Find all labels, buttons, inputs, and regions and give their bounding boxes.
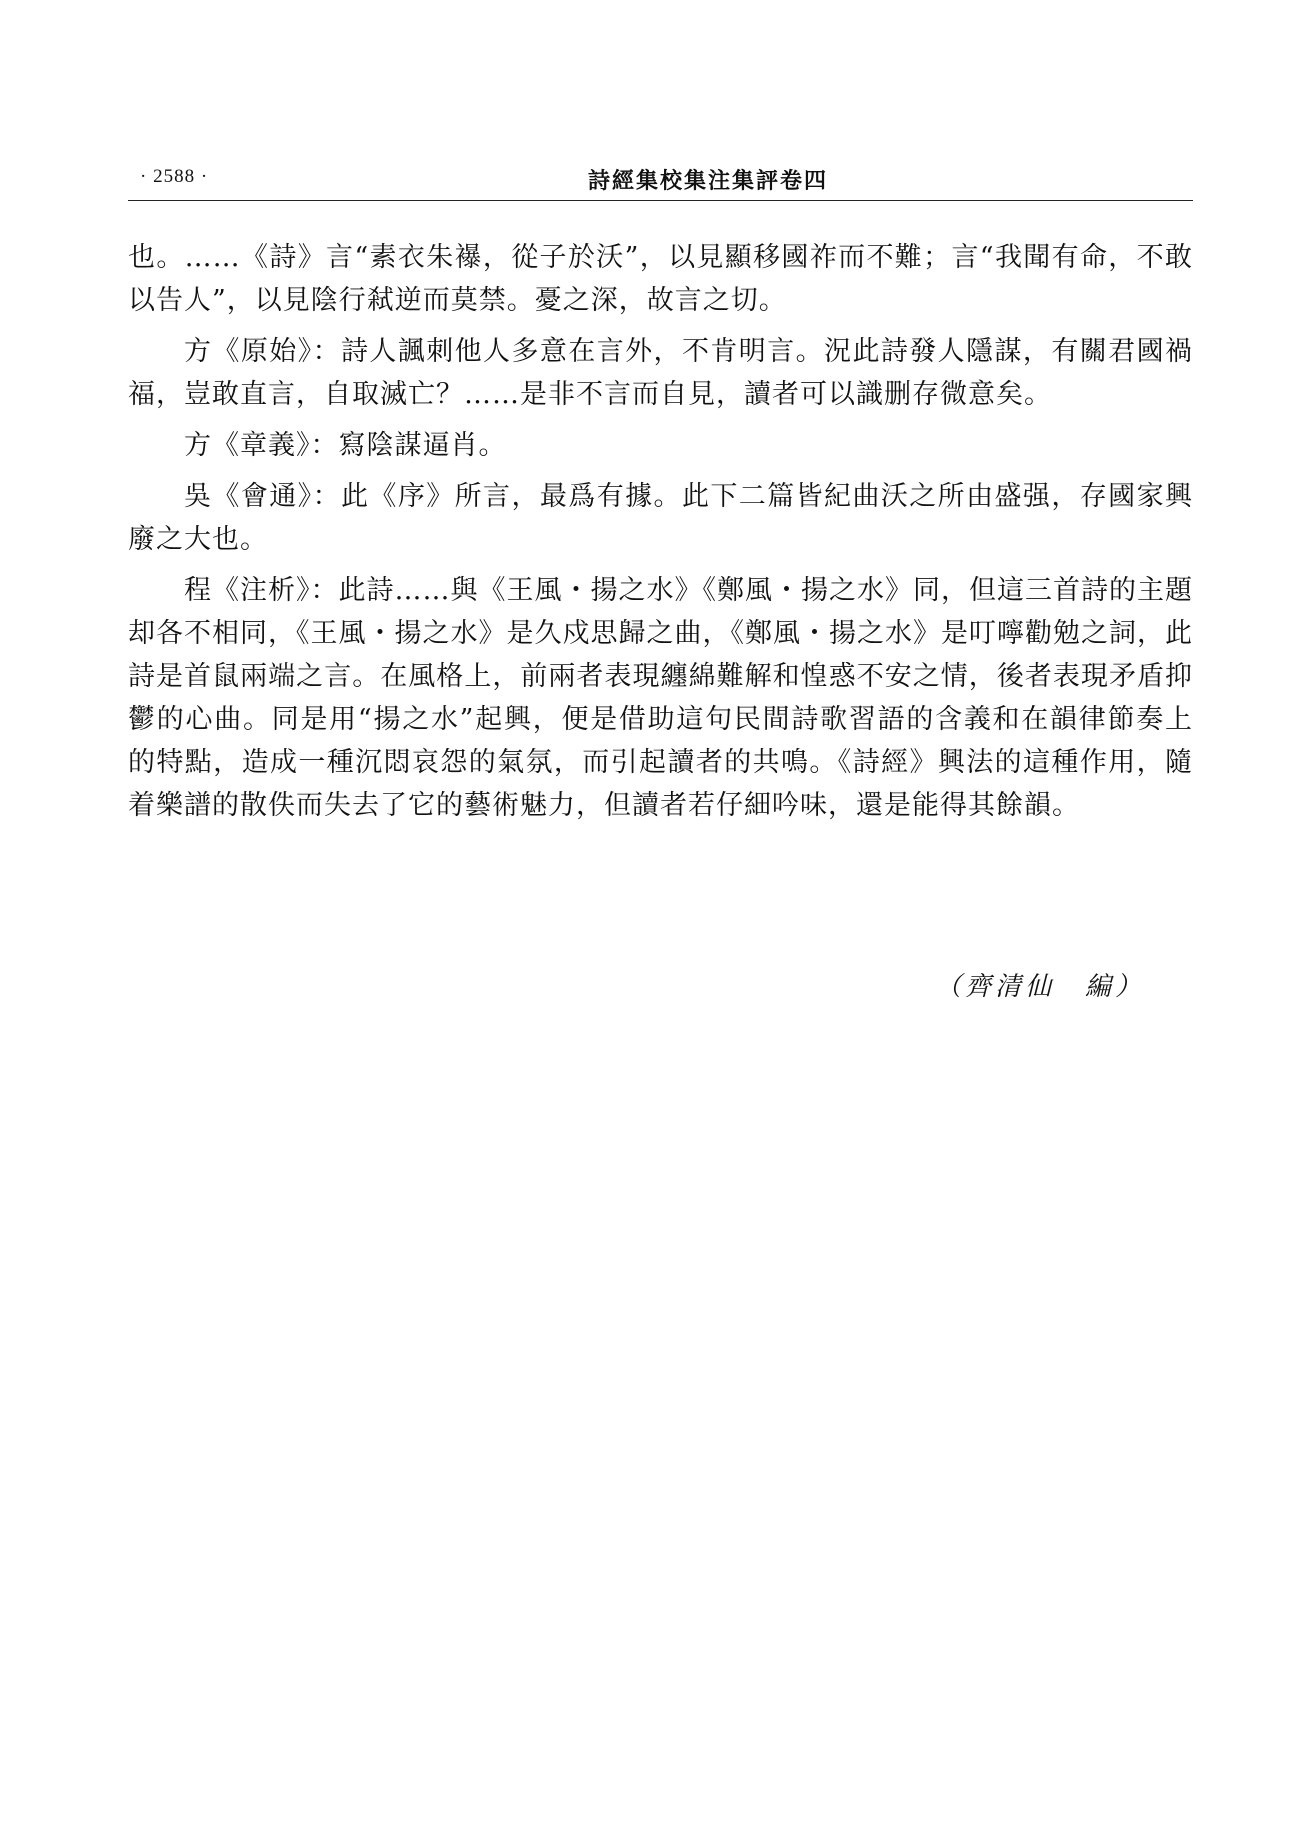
paragraph-continuation: 也。……《詩》言“素衣朱襮，從子於沃”，以見顯移國祚而不難；言“我聞有命，不敢以告人”，以見陰行弒逆而莫禁。憂之深，故言之切。 — [128, 242, 1193, 316]
header-rule — [128, 200, 1193, 201]
page-header — [128, 158, 1193, 198]
paragraph-fang-zhangyi: 方《章義》：寫陰謀逼肖。 — [184, 430, 507, 461]
paragraph-wu-huitong: 吳《會通》：此《序》所言，最爲有據。此下二篇皆紀曲沃之所由盛强，存國家興廢之大也。 — [128, 481, 1193, 555]
editor-attribution: （齊清仙 編） — [935, 972, 1146, 1002]
body-text — [128, 236, 1193, 827]
running-title: 詩經集校集注集評卷四 — [587, 168, 828, 194]
page-number: · 2588 · — [140, 166, 209, 187]
paragraph-cheng-zhuxi: 程《注析》：此詩……與《王風・揚之水》《鄭風・揚之水》同，但這三首詩的主題却各不相同，《王風・揚之水》是久戍思歸之曲，《鄭風・揚之水》是叮嚀勸勉之詞，此詩是首鼠兩端之言。在風格上，前兩者表現纏綿難解和惶惑不安之情，後者表現矛盾抑鬱的心曲。同是用“揚之水”起興，便是借助這句民間詩歌習語的含義和在韻律節奏上的特點，造成一種沉悶哀怨的氣氛，而引起讀者的共鳴。《詩經》興法的這種作用，隨着樂譜的散佚而失去了它的藝術魅力，但讀者若仔細吟味，還是能得其餘韻。 — [128, 575, 1193, 821]
paragraph-fang-yuanshi: 方《原始》：詩人諷刺他人多意在言外，不肯明言。況此詩發人隱謀，有關君國禍福，豈敢直言，自取滅亡？……是非不言而自見，讀者可以識删存微意矣。 — [128, 336, 1193, 410]
